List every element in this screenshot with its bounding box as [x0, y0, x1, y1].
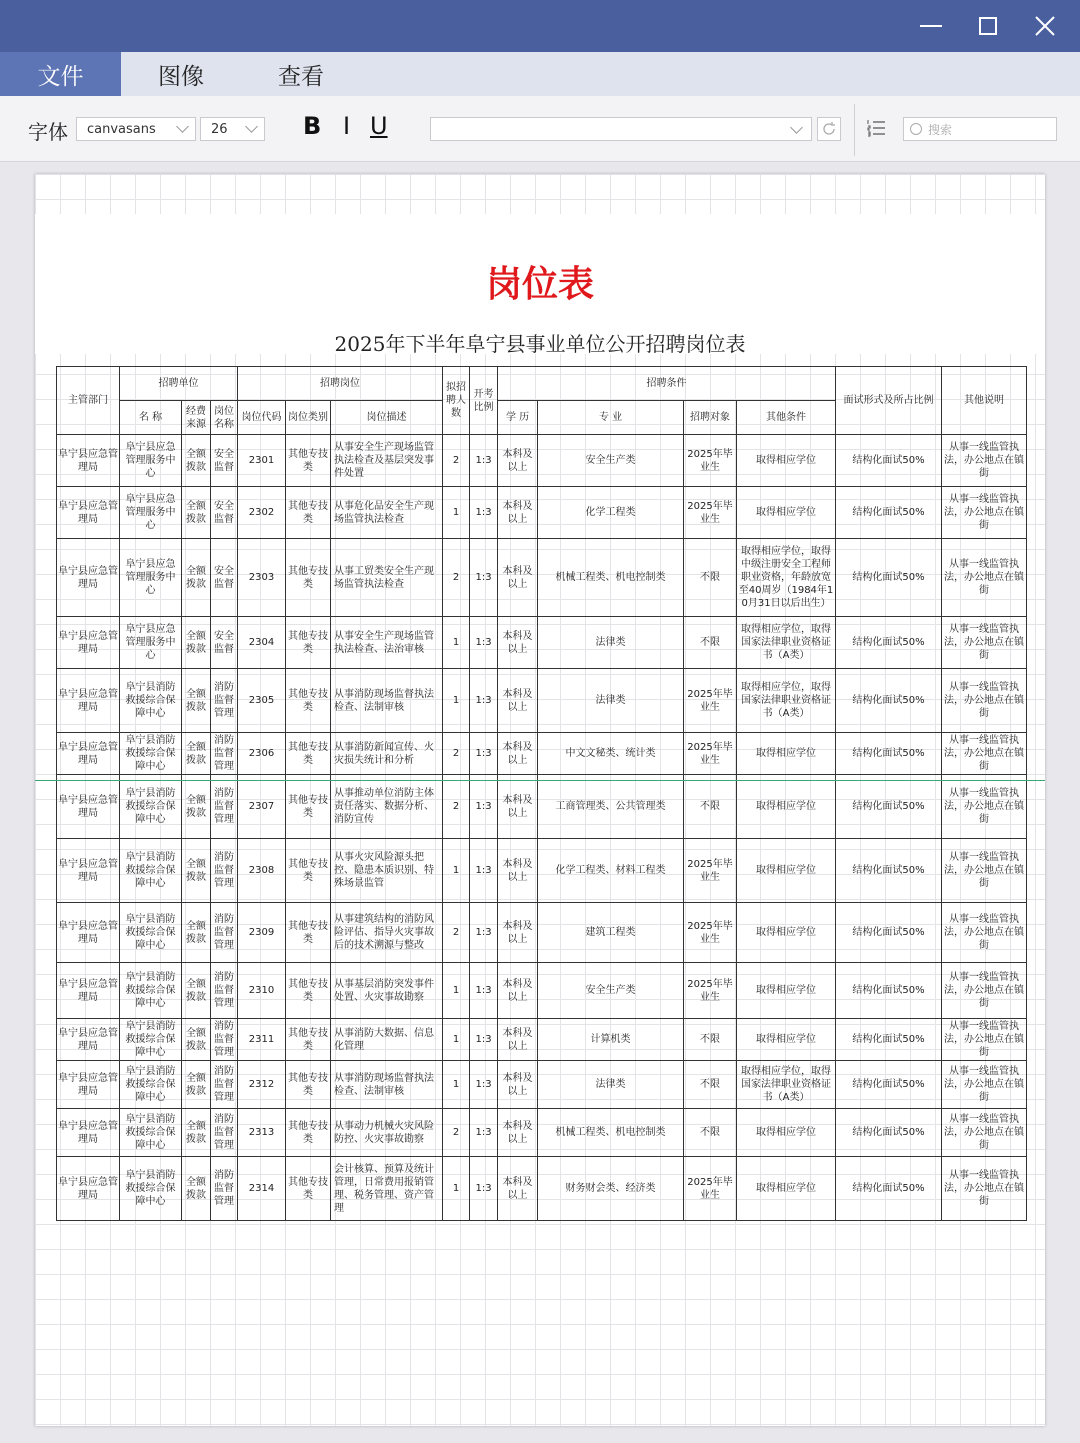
numbered-list-icon[interactable] — [866, 118, 886, 138]
cell-count: 2 — [443, 539, 470, 617]
search-input[interactable] — [903, 117, 1057, 141]
cell-dept: 阜宁县应急管理局 — [57, 669, 120, 733]
cell-major: 中文文秘类、统计类 — [538, 733, 684, 775]
cell-count: 2 — [443, 435, 470, 487]
cell-interview: 结构化面试50% — [836, 539, 942, 617]
font-size-select[interactable] — [200, 117, 265, 141]
cell-unit: 阜宁县应急管理服务中心 — [120, 487, 182, 539]
cell-edu: 本科及以上 — [498, 1061, 538, 1109]
cell-post: 安全监督 — [211, 487, 238, 539]
cell-desc: 从事火灾风险源头把控、隐患本质识别、特殊场景监管 — [331, 839, 443, 903]
cell-code: 2311 — [238, 1019, 286, 1061]
cell-unit: 阜宁县消防救援综合保障中心 — [120, 775, 182, 839]
cell-type: 其他专技类 — [286, 669, 331, 733]
chevron-down-icon — [245, 120, 258, 133]
cell-type: 其他专技类 — [286, 839, 331, 903]
cell-other: 取得相应学位 — [737, 435, 836, 487]
cell-note: 从事一线监管执法，办公地点在镇街 — [942, 903, 1027, 963]
cell-other: 取得相应学位，取得国家法律职业资格证书（A类） — [737, 669, 836, 733]
cell-ratio: 1:3 — [470, 487, 498, 539]
cell-type: 其他专技类 — [286, 1019, 331, 1061]
cell-ratio: 1:3 — [470, 669, 498, 733]
header-post-desc: 岗位描述 — [331, 401, 443, 435]
cell-type: 其他专技类 — [286, 539, 331, 617]
cell-funding: 全额拨款 — [182, 669, 211, 733]
cell-post: 安全监督 — [211, 539, 238, 617]
table-row — [57, 775, 1027, 839]
cell-major: 计算机类 — [538, 1019, 684, 1061]
cell-target: 2025年毕业生 — [684, 487, 737, 539]
cell-type: 其他专技类 — [286, 617, 331, 669]
cell-target: 2025年毕业生 — [684, 903, 737, 963]
cell-major: 工商管理类、公共管理类 — [538, 775, 684, 839]
close-button[interactable] — [1028, 10, 1062, 42]
cell-code: 2306 — [238, 733, 286, 775]
cell-unit: 阜宁县消防救援综合保障中心 — [120, 903, 182, 963]
table-row — [57, 839, 1027, 903]
chevron-down-icon — [176, 120, 189, 133]
cell-note: 从事一线监管执法，办公地点在镇街 — [942, 775, 1027, 839]
cell-note: 从事一线监管执法，办公地点在镇街 — [942, 487, 1027, 539]
cell-target: 2025年毕业生 — [684, 669, 737, 733]
search-placeholder: 搜索 — [928, 122, 953, 137]
minimize-button[interactable] — [914, 10, 948, 42]
table-row — [57, 669, 1027, 733]
cell-desc: 从事安全生产现场监管执法检查及基层突发事件处置 — [331, 435, 443, 487]
cell-edu: 本科及以上 — [498, 1109, 538, 1157]
cell-interview: 结构化面试50% — [836, 733, 942, 775]
cell-code: 2304 — [238, 617, 286, 669]
header-target: 招聘对象 — [684, 401, 737, 435]
menu-tab-image[interactable]: 图像 — [158, 63, 204, 90]
cell-interview: 结构化面试50% — [836, 1061, 942, 1109]
cell-ratio: 1:3 — [470, 1019, 498, 1061]
cell-funding: 全额拨款 — [182, 733, 211, 775]
cell-note: 从事一线监管执法，办公地点在镇街 — [942, 839, 1027, 903]
cell-unit: 阜宁县应急管理服务中心 — [120, 617, 182, 669]
cell-other: 取得相应学位 — [737, 963, 836, 1019]
cell-funding: 全额拨款 — [182, 963, 211, 1019]
cell-desc: 从事安全生产现场监管执法检查、法治审核 — [331, 617, 443, 669]
cell-major: 建筑工程类 — [538, 903, 684, 963]
cell-dept: 阜宁县应急管理局 — [57, 963, 120, 1019]
page-split-line — [35, 780, 1045, 781]
cell-edu: 本科及以上 — [498, 435, 538, 487]
cell-post: 安全监督 — [211, 435, 238, 487]
cell-post: 消防监督管理 — [211, 839, 238, 903]
cell-code: 2313 — [238, 1109, 286, 1157]
cell-edu: 本科及以上 — [498, 487, 538, 539]
cell-ratio: 1:3 — [470, 1061, 498, 1109]
cell-target: 2025年毕业生 — [684, 435, 737, 487]
cell-funding: 全额拨款 — [182, 775, 211, 839]
menu-tab-view[interactable]: 查看 — [278, 63, 324, 90]
cell-target: 不限 — [684, 539, 737, 617]
header-edu: 学 历 — [498, 401, 538, 435]
table-row — [57, 487, 1027, 539]
cell-major: 法律类 — [538, 1061, 684, 1109]
cell-unit: 阜宁县消防救援综合保障中心 — [120, 839, 182, 903]
header-major: 专 业 — [538, 401, 684, 435]
cell-code: 2302 — [238, 487, 286, 539]
cell-dept: 阜宁县应急管理局 — [57, 617, 120, 669]
underline-button[interactable]: U — [370, 112, 388, 140]
cell-target: 2025年毕业生 — [684, 733, 737, 775]
cell-type: 其他专技类 — [286, 963, 331, 1019]
cell-post: 安全监督 — [211, 617, 238, 669]
cell-desc: 从事建筑结构的消防风险评估、指导火灾事故后的技术溯源与整改 — [331, 903, 443, 963]
cell-desc: 从事消防现场监督执法检查、法制审核 — [331, 1061, 443, 1109]
cell-edu: 本科及以上 — [498, 669, 538, 733]
maximize-button[interactable] — [971, 10, 1005, 42]
cell-ratio: 1:3 — [470, 903, 498, 963]
header-ratio: 开考比例 — [470, 367, 498, 435]
table-body — [57, 435, 1027, 1221]
cell-edu: 本科及以上 — [498, 1019, 538, 1061]
cell-interview: 结构化面试50% — [836, 839, 942, 903]
close-icon — [1034, 15, 1056, 37]
cell-other: 取得相应学位 — [737, 487, 836, 539]
cell-post: 消防监督管理 — [211, 1019, 238, 1061]
bold-button[interactable]: B — [303, 112, 322, 140]
header-cond-group: 招聘条件 — [498, 367, 836, 401]
cell-edu: 本科及以上 — [498, 1157, 538, 1221]
cell-post: 消防监督管理 — [211, 775, 238, 839]
cell-count: 1 — [443, 487, 470, 539]
menu-tab-file[interactable]: 文件 — [0, 52, 121, 96]
cell-ratio: 1:3 — [470, 963, 498, 1019]
cell-type: 其他专技类 — [286, 1109, 331, 1157]
cell-unit: 阜宁县应急管理服务中心 — [120, 539, 182, 617]
cell-funding: 全额拨款 — [182, 617, 211, 669]
cell-code: 2308 — [238, 839, 286, 903]
cell-target: 不限 — [684, 1109, 737, 1157]
cell-code: 2310 — [238, 963, 286, 1019]
cell-unit: 阜宁县消防救援综合保障中心 — [120, 963, 182, 1019]
cell-dept: 阜宁县应急管理局 — [57, 839, 120, 903]
header-interview: 面试形式及所占比例 — [836, 367, 942, 435]
cell-edu: 本科及以上 — [498, 539, 538, 617]
cell-ratio: 1:3 — [470, 617, 498, 669]
cell-post: 消防监督管理 — [211, 1109, 238, 1157]
cell-unit: 阜宁县消防救援综合保障中心 — [120, 1109, 182, 1157]
cell-funding: 全额拨款 — [182, 539, 211, 617]
cell-edu: 本科及以上 — [498, 839, 538, 903]
cell-code: 2312 — [238, 1061, 286, 1109]
cell-post: 消防监督管理 — [211, 1157, 238, 1221]
cell-note: 从事一线监管执法，办公地点在镇街 — [942, 1109, 1027, 1157]
font-family-value: canvasans — [87, 121, 156, 137]
cell-desc: 从事基层消防突发事件处置、火灾事故勘察 — [331, 963, 443, 1019]
cell-target: 2025年毕业生 — [684, 963, 737, 1019]
positions-table — [56, 366, 1027, 1221]
cell-count: 1 — [443, 1019, 470, 1061]
cell-desc: 会计核算、预算及统计管理，日常费用报销管理、税务管理、资产管理 — [331, 1157, 443, 1221]
table-row — [57, 1061, 1027, 1109]
cell-interview: 结构化面试50% — [836, 1019, 942, 1061]
cell-desc: 从事推动单位消防主体责任落实、数据分析、消防宣传 — [331, 775, 443, 839]
cell-other: 取得相应学位，取得国家法律职业资格证书（A类） — [737, 1061, 836, 1109]
cell-desc: 从事动力机械火灾风险防控、火灾事故勘察 — [331, 1109, 443, 1157]
cell-ratio: 1:3 — [470, 839, 498, 903]
cell-type: 其他专技类 — [286, 1157, 331, 1221]
cell-other: 取得相应学位 — [737, 775, 836, 839]
cell-code: 2301 — [238, 435, 286, 487]
cell-dept: 阜宁县应急管理局 — [57, 435, 120, 487]
cell-major: 安全生产类 — [538, 435, 684, 487]
cell-code: 2303 — [238, 539, 286, 617]
title-bar — [0, 0, 1080, 52]
cell-funding: 全额拨款 — [182, 1109, 211, 1157]
cell-major: 安全生产类 — [538, 963, 684, 1019]
cell-note: 从事一线监管执法，办公地点在镇街 — [942, 435, 1027, 487]
font-size-value: 26 — [211, 121, 228, 137]
document-subtitle: 2025年下半年阜宁县事业单位公开招聘岗位表 — [334, 332, 746, 356]
header-unit-group: 招聘单位 — [120, 367, 238, 401]
cell-funding: 全额拨款 — [182, 1157, 211, 1221]
cell-funding: 全额拨款 — [182, 839, 211, 903]
cell-count: 2 — [443, 1109, 470, 1157]
table-row — [57, 1019, 1027, 1061]
cell-count: 1 — [443, 839, 470, 903]
cell-target: 2025年毕业生 — [684, 839, 737, 903]
cell-desc: 从事消防大数据、信息化管理 — [331, 1019, 443, 1061]
cell-dept: 阜宁县应急管理局 — [57, 903, 120, 963]
cell-note: 从事一线监管执法，办公地点在镇街 — [942, 669, 1027, 733]
cell-post: 消防监督管理 — [211, 903, 238, 963]
cell-desc: 从事危化品安全生产现场监管执法检查 — [331, 487, 443, 539]
cell-code: 2309 — [238, 903, 286, 963]
cell-interview: 结构化面试50% — [836, 487, 942, 539]
document-page — [35, 174, 1045, 1426]
cell-dept: 阜宁县应急管理局 — [57, 1157, 120, 1221]
cell-dept: 阜宁县应急管理局 — [57, 1109, 120, 1157]
cell-interview: 结构化面试50% — [836, 669, 942, 733]
cell-major: 机械工程类、机电控制类 — [538, 539, 684, 617]
cell-type: 其他专技类 — [286, 775, 331, 839]
cell-post: 消防监督管理 — [211, 1061, 238, 1109]
cell-count: 1 — [443, 669, 470, 733]
cell-target: 不限 — [684, 775, 737, 839]
cell-interview: 结构化面试50% — [836, 1109, 942, 1157]
table-row — [57, 1109, 1027, 1157]
cell-count: 1 — [443, 617, 470, 669]
cell-desc: 从事消防新闻宣传、火灾损失统计和分析 — [331, 733, 443, 775]
cell-other: 取得相应学位 — [737, 903, 836, 963]
table-row — [57, 963, 1027, 1019]
cell-post: 消防监督管理 — [211, 733, 238, 775]
search-icon — [910, 123, 922, 135]
cell-desc: 从事消防现场监督执法检查、法制审核 — [331, 669, 443, 733]
cell-funding: 全额拨款 — [182, 487, 211, 539]
cell-ratio: 1:3 — [470, 733, 498, 775]
menu-bar — [0, 52, 1080, 96]
cell-note: 从事一线监管执法，办公地点在镇街 — [942, 733, 1027, 775]
cell-interview: 结构化面试50% — [836, 963, 942, 1019]
header-other: 其他条件 — [737, 401, 836, 435]
cell-type: 其他专技类 — [286, 435, 331, 487]
cell-note: 从事一线监管执法，办公地点在镇街 — [942, 1019, 1027, 1061]
cell-unit: 阜宁县应急管理服务中心 — [120, 435, 182, 487]
cell-count: 2 — [443, 903, 470, 963]
cell-edu: 本科及以上 — [498, 733, 538, 775]
cell-funding: 全额拨款 — [182, 435, 211, 487]
cell-target: 不限 — [684, 617, 737, 669]
maximize-icon — [979, 17, 997, 35]
cell-type: 其他专技类 — [286, 903, 331, 963]
cell-interview: 结构化面试50% — [836, 775, 942, 839]
cell-count: 2 — [443, 775, 470, 839]
font-label: 字体 — [28, 120, 68, 144]
table-row — [57, 1157, 1027, 1221]
cell-ratio: 1:3 — [470, 775, 498, 839]
cell-note: 从事一线监管执法，办公地点在镇街 — [942, 963, 1027, 1019]
cell-edu: 本科及以上 — [498, 617, 538, 669]
cell-other: 取得相应学位 — [737, 733, 836, 775]
cell-other: 取得相应学位，取得中级注册安全工程师职业资格，年龄放宽至40周岁（1984年10月31日以后出生） — [737, 539, 836, 617]
cell-dept: 阜宁县应急管理局 — [57, 487, 120, 539]
cell-ratio: 1:3 — [470, 1157, 498, 1221]
cell-edu: 本科及以上 — [498, 903, 538, 963]
cell-funding: 全额拨款 — [182, 903, 211, 963]
header-funding: 经费来源 — [182, 401, 211, 435]
document-title: 岗位表 — [485, 264, 594, 305]
header-post-group: 招聘岗位 — [238, 367, 443, 401]
table-row — [57, 617, 1027, 669]
cell-type: 其他专技类 — [286, 487, 331, 539]
refresh-button[interactable] — [817, 117, 841, 141]
cell-desc: 从事工贸类安全生产现场监管执法检查 — [331, 539, 443, 617]
cell-target: 不限 — [684, 1019, 737, 1061]
cell-ratio: 1:3 — [470, 1109, 498, 1157]
table-header — [57, 367, 1027, 435]
cell-code: 2307 — [238, 775, 286, 839]
cell-type: 其他专技类 — [286, 733, 331, 775]
cell-count: 1 — [443, 1061, 470, 1109]
cell-target: 2025年毕业生 — [684, 1157, 737, 1221]
cell-unit: 阜宁县消防救援综合保障中心 — [120, 1061, 182, 1109]
header-dept: 主管部门 — [57, 367, 120, 435]
italic-button[interactable]: I — [343, 112, 351, 140]
cell-unit: 阜宁县消防救援综合保障中心 — [120, 1019, 182, 1061]
cell-note: 从事一线监管执法，办公地点在镇街 — [942, 617, 1027, 669]
table-row — [57, 435, 1027, 487]
header-post-code: 岗位代码 — [238, 401, 286, 435]
header-post-type: 岗位类别 — [286, 401, 331, 435]
cell-interview: 结构化面试50% — [836, 435, 942, 487]
cell-edu: 本科及以上 — [498, 963, 538, 1019]
cell-other: 取得相应学位 — [737, 1109, 836, 1157]
cell-count: 1 — [443, 963, 470, 1019]
cell-major: 财务财会类、经济类 — [538, 1157, 684, 1221]
cell-major: 法律类 — [538, 617, 684, 669]
cell-code: 2314 — [238, 1157, 286, 1221]
minimize-icon — [920, 25, 942, 27]
cell-target: 不限 — [684, 1061, 737, 1109]
toolbar-divider — [854, 104, 855, 156]
cell-major: 法律类 — [538, 669, 684, 733]
cell-ratio: 1:3 — [470, 539, 498, 617]
cell-other: 取得相应学位 — [737, 1019, 836, 1061]
cell-ratio: 1:3 — [470, 435, 498, 487]
cell-funding: 全额拨款 — [182, 1019, 211, 1061]
table-row — [57, 733, 1027, 775]
cell-edu: 本科及以上 — [498, 775, 538, 839]
table-row — [57, 539, 1027, 617]
cell-unit: 阜宁县消防救援综合保障中心 — [120, 733, 182, 775]
header-unit-name: 名 称 — [120, 401, 182, 435]
cell-code: 2305 — [238, 669, 286, 733]
font-family-select[interactable] — [76, 117, 196, 141]
cell-unit: 阜宁县消防救援综合保障中心 — [120, 669, 182, 733]
cell-interview: 结构化面试50% — [836, 617, 942, 669]
style-select[interactable] — [430, 117, 812, 141]
cell-dept: 阜宁县应急管理局 — [57, 539, 120, 617]
cell-unit: 阜宁县消防救援综合保障中心 — [120, 1157, 182, 1221]
cell-other: 取得相应学位 — [737, 1157, 836, 1221]
cell-major: 化学工程类、材料工程类 — [538, 839, 684, 903]
cell-major: 机械工程类、机电控制类 — [538, 1109, 684, 1157]
cell-post: 消防监督管理 — [211, 963, 238, 1019]
cell-funding: 全额拨款 — [182, 1061, 211, 1109]
table-row — [57, 903, 1027, 963]
cell-dept: 阜宁县应急管理局 — [57, 1061, 120, 1109]
cell-count: 1 — [443, 1157, 470, 1221]
refresh-icon — [821, 121, 837, 137]
cell-type: 其他专技类 — [286, 1061, 331, 1109]
cell-dept: 阜宁县应急管理局 — [57, 775, 120, 839]
cell-major: 化学工程类 — [538, 487, 684, 539]
cell-interview: 结构化面试50% — [836, 1157, 942, 1221]
chevron-down-icon — [790, 121, 803, 134]
header-notes: 其他说明 — [942, 367, 1027, 435]
cell-dept: 阜宁县应急管理局 — [57, 733, 120, 775]
cell-note: 从事一线监管执法，办公地点在镇街 — [942, 539, 1027, 617]
cell-dept: 阜宁县应急管理局 — [57, 1019, 120, 1061]
header-post-name: 岗位名称 — [211, 401, 238, 435]
cell-count: 2 — [443, 733, 470, 775]
cell-other: 取得相应学位，取得国家法律职业资格证书（A类） — [737, 617, 836, 669]
cell-note: 从事一线监管执法，办公地点在镇街 — [942, 1061, 1027, 1109]
cell-interview: 结构化面试50% — [836, 903, 942, 963]
header-count: 拟招聘人数 — [443, 367, 470, 435]
cell-other: 取得相应学位 — [737, 839, 836, 903]
cell-note: 从事一线监管执法，办公地点在镇街 — [942, 1157, 1027, 1221]
cell-post: 消防监督管理 — [211, 669, 238, 733]
